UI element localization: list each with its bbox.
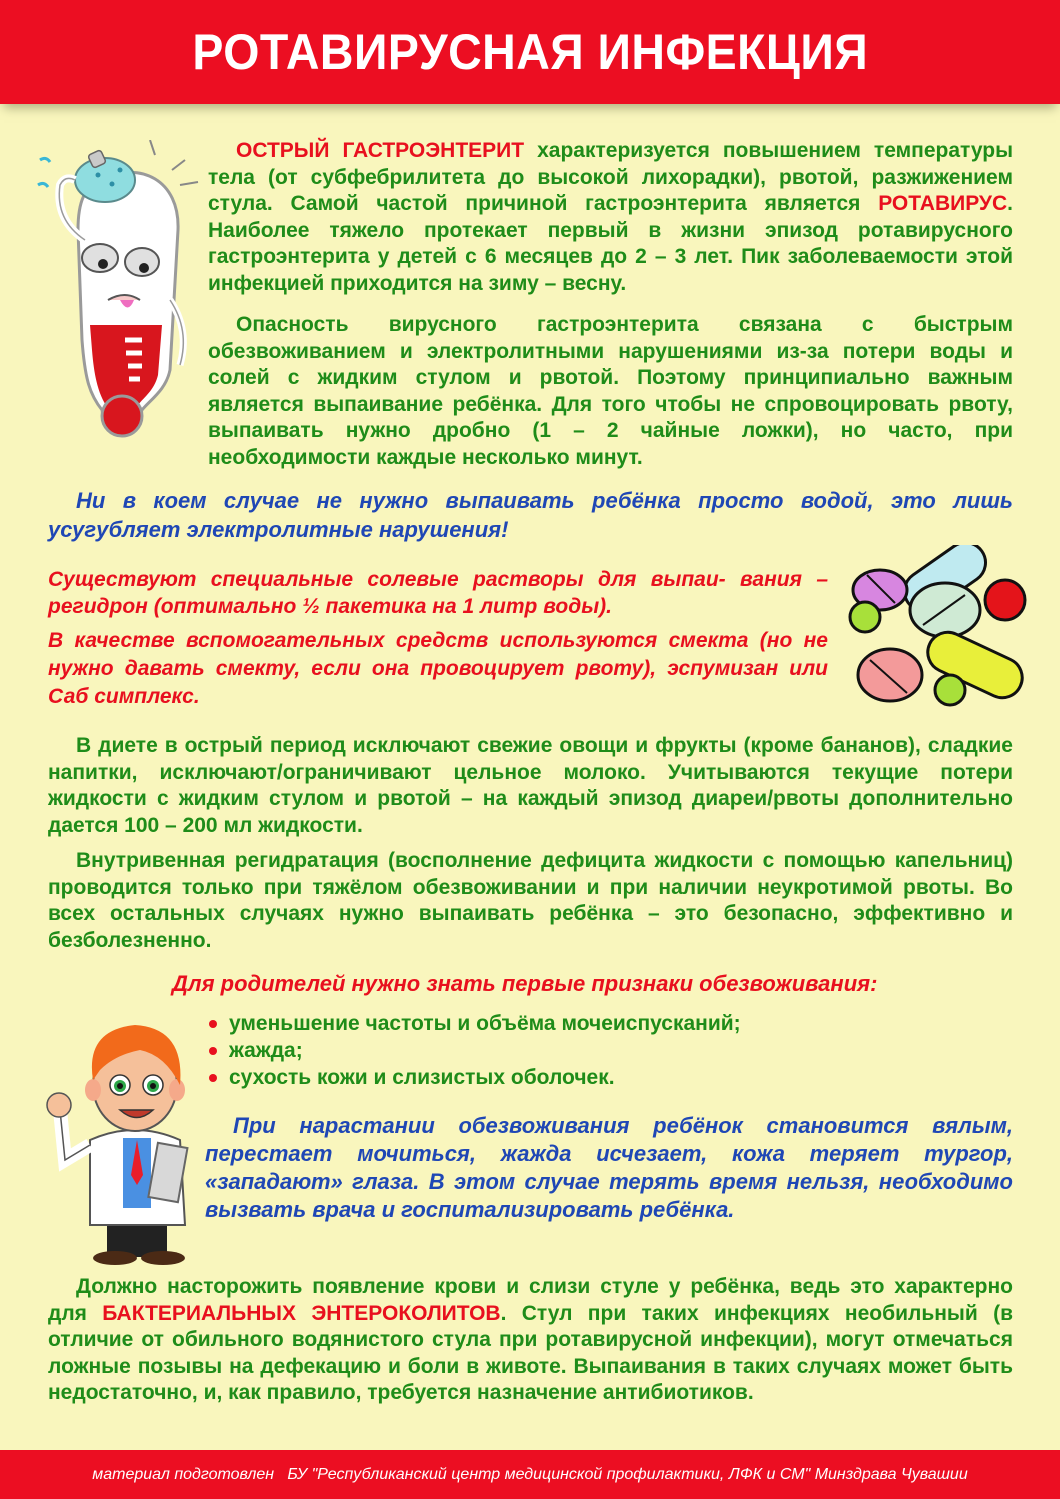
danger-paragraph-text: Опасность вирусного гастроэнтерита связана с быстрым обезвоживанием и электролитными нарушениями из-за потери воды и солей с жидким стулом и рвотой. Поэтому принципиально важным является выпаивание ребёнка. Для того чтобы не спровоцировать рвоту, выпаивать нужно дробно (1 – 2 чайные ложки), но часто, при необходимости каждые несколько минут. — [208, 313, 1013, 469]
signs-heading-text: Для родителей нужно знать первые признаки обезвоживания: — [172, 971, 878, 996]
diet-paragraph-text: В диете в острый период исключают свежие овощи и фрукты (кроме бананов), сладкие напитки, исключают/ограничивают цельное молоко. Учитываются текущие потери жидкости с жидким стулом и рвотой – на каждый эпизод диареи/рвоты дополнительно дается 100 – 200 мл жидкости. — [48, 734, 1013, 837]
footer-credit: материал подготовлен БУ "Республиканский центр медицинской профилактики, ЛФК и СМ" Минздрава Чувашии — [92, 1465, 968, 1483]
rotavirus-term: РОТАВИРУС — [878, 192, 1008, 215]
footer-banner — [0, 1450, 1060, 1499]
iv-paragraph-text: Внутривенная регидратация (восполнение дефицита жидкости с помощью капельниц) проводится только при тяжёлом обезвоживании и при наличии неукротимой рвоты. Во всех остальных случаях нужно выпаивать ребёнка – это безопасно, эффективно и безболезненно. — [48, 849, 1013, 952]
list-item-text: жажда; — [229, 1039, 303, 1062]
doctor-illustration — [45, 1000, 205, 1265]
bacterial-paragraph — [48, 1274, 1013, 1407]
dehydration-signs-list — [205, 1010, 805, 1091]
bullet-icon — [209, 1047, 217, 1055]
list-item — [205, 1064, 805, 1091]
list-item-text: сухость кожи и слизистых оболочек. — [229, 1066, 615, 1089]
solutions-paragraph — [48, 566, 828, 620]
water-warning — [48, 486, 1013, 544]
auxiliary-paragraph — [48, 627, 828, 711]
pills-illustration — [845, 545, 1035, 715]
escalation-paragraph-text: При нарастании обезвоживания ребёнок становится вялым, перестает мочиться, жажда исчезает, кожа теряет тургор, «западают» глаза. В этом случае терять время нельзя, необходимо вызвать врача и госпитализировать ребёнка. — [205, 1113, 1013, 1222]
escalation-paragraph — [205, 1112, 1013, 1224]
bacterial-enterocolitis-term: БАКТЕРИАЛЬНЫХ ЭНТЕРОКОЛИТОВ — [102, 1301, 501, 1325]
page-title: РОТАВИРУСНАЯ ИНФЕКЦИЯ — [192, 24, 868, 80]
bullet-icon — [209, 1020, 217, 1028]
intro-text-2: . Наиболее тяжело протекает первый в жизни эпизод ротавирусного гастроэнтерита у детей с 6 месяцев до 2 – 3 лет. Пик заболеваемости этой инфекцией приходится на зиму – весну. — [208, 192, 1013, 295]
water-warning-text: Ни в коем случае не нужно выпаивать ребёнка просто водой, это лишь усугубляет электролитные нарушения! — [48, 488, 1013, 542]
sick-thermometer-illustration — [30, 140, 200, 460]
list-item — [205, 1037, 805, 1064]
solutions-paragraph-text: Существуют специальные солевые растворы для выпаи- вания – регидрон (оптимально ½ пакетика на 1 литр воды). — [48, 568, 828, 618]
acute-gastroenteritis-term: ОСТРЫЙ ГАСТРОЭНТЕРИТ — [236, 139, 525, 162]
bullet-icon — [209, 1074, 217, 1082]
danger-paragraph — [208, 312, 1013, 471]
title-banner — [0, 0, 1060, 104]
bacterial-text-2: . Стул при таких инфекциях необильный (в отличие от обильного водянистого стула при ротавирусной инфекции), могут отмечаться ложные позывы на дефекацию и боли в животе. Выпаивания в таких случаях может быть недостаточно, и, как правило, требуется назначение антибиотиков. — [48, 1301, 1013, 1404]
list-item-text: уменьшение частоты и объёма мочеиспусканий; — [229, 1012, 741, 1035]
bacterial-text-1: Должно насторожить появление крови и слизи стуле у ребёнка, ведь это характерно для — [48, 1275, 1013, 1325]
diet-paragraph — [48, 733, 1013, 839]
auxiliary-paragraph-text: В качестве вспомогательных средств используются смекта (но не нужно давать смекту, если она провоцирует рвоту), эспумизан или Саб симплекс. — [48, 629, 828, 708]
list-item — [205, 1010, 805, 1037]
intro-text-1: характеризуется повышением температуры тела (от субфебрилитета до высокой лихорадки), рвотой, разжижением стула. Самой частой причиной гастроэнтерита является — [208, 139, 1013, 215]
signs-heading — [172, 970, 1022, 998]
intro-paragraph — [208, 138, 1013, 297]
iv-rehydration-paragraph — [48, 848, 1013, 954]
